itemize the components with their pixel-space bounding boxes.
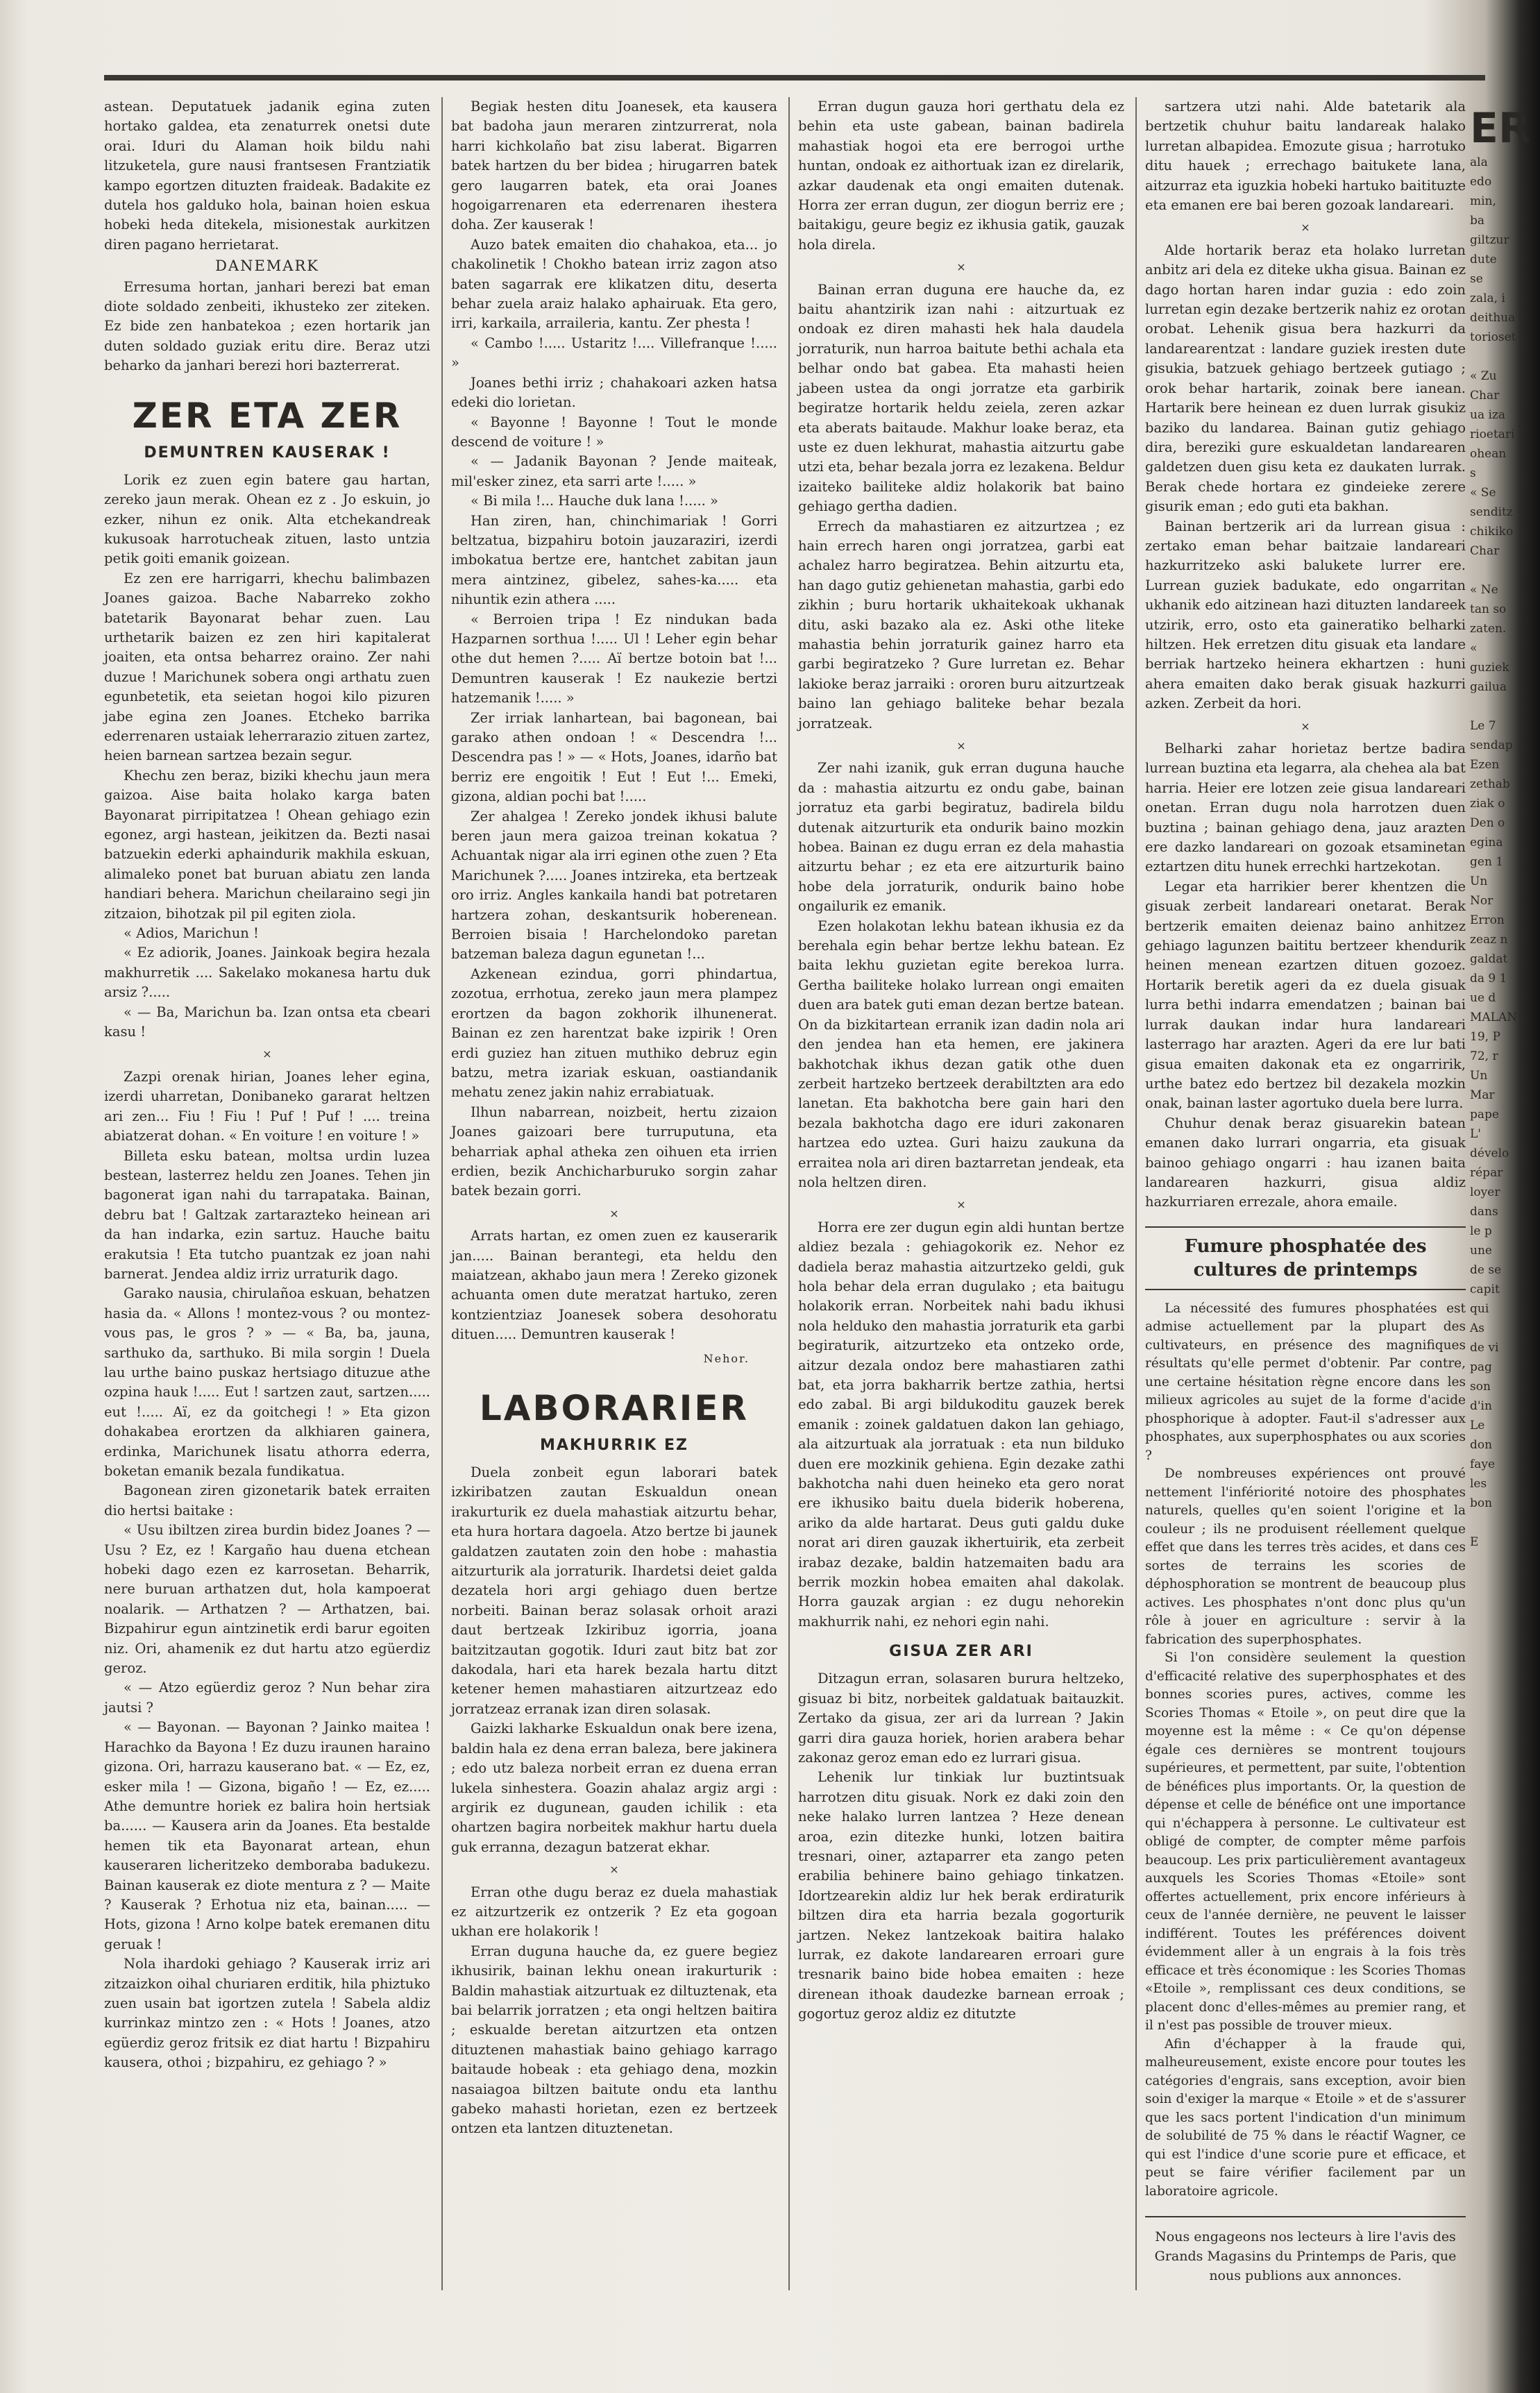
demuntren-kauserak-subtitle: DEMUNTREN KAUSERAK ! <box>144 443 391 462</box>
story-paragraph: Khechu zen beraz, biziki khechu jaun mera gaizoa. Aise baita holako karga baten Bayonarat pirripitatzea ! Ohean gehiago ezin egonez, argi hastean, jeikitzen da. Bezti nasai batzuekin ederki aphaindurik makhila eskuan, alimaleko ponet bat buruan abiatu zen landa handiari behera. Marichun cheilaraino segi jin zitzaion, bihotzak pil pil egiten ziola. <box>104 767 430 922</box>
column-separator <box>788 97 790 2290</box>
adjacent-page-line: zaten. <box>1470 622 1507 636</box>
story-paragraph: Han ziren, han, chinchimariak ! Gorri beltzatua, bizpahiru botoin jauzaraziri, izerdi imbokatua bertze ere, hantchet zabitan jaun mera aintzinez, gibelez, sahes-ka..... eta nihuntik ezin athera ..... <box>451 512 777 608</box>
article-paragraph: Zer nahi izanik, guk erran duguna hauche da : mahastia aitzurtu ez ondu gabe, bainan jorratuz eta garbi begiratuz, badirela bildu dutenak aitzurturik eta ondurik baino mozkin hobea. Bainan ez dugu erran ez dela mahastia aitzurtu behar ; ez eta ere aitzurturik baino hobe dela jorraturik, ondurik baino hobe ongailurik ez emanik. <box>798 760 1124 915</box>
adjacent-page-line: « Ne <box>1470 583 1498 597</box>
adjacent-page-line: Char <box>1470 544 1500 558</box>
adjacent-page-line: zethab <box>1470 777 1510 791</box>
section-divider: × <box>1301 719 1310 733</box>
adjacent-page-line: Un <box>1470 874 1488 888</box>
adjacent-page-line: de vi <box>1470 1341 1499 1355</box>
adjacent-page-line: « Zu <box>1470 369 1497 383</box>
adjacent-page-line: ziak o <box>1470 797 1505 811</box>
adjacent-page-line: ala edo <box>1470 155 1492 189</box>
story-paragraph: Garako nausia, chirulañoa eskuan, behatzen hasia da. « Allons ! montez-vous ? ou montez-vous pas, le gros ? » — « Ba, ba, jauna, sarthuko da, sarthuko. Bi mila sorgin ! Duela lau urthe baino puskaz hertsiago dituzue athe ozpina hauk !..... Eut ! sartzen zaut, sartzen..... eut !..... Aï, ez da goitchegi ! » Eta gizon dohakabea erortzen da alkhiaren gainera, erdinka, Marichunek lisatu athorra ederra, boketan emanik bezala fundikatua. <box>104 1285 430 1479</box>
adjacent-page-line: 72, r <box>1470 1049 1498 1063</box>
story-paragraph: Bagonean ziren gizonetarik batek erraiten dio hertsi baitake : <box>104 1482 430 1519</box>
story-paragraph: Azkenean ezindua, gorri phindartua, zozotua, errhotua, zereko jaun mera plampez erortzen da bagon zokhorik ilhunenerat. Bainan ez zen harentzat bake izpirik ! Oren erdi guziez han zituen muthiko debruz egin batzu, metra izariak eskuan, oastiandanik mehatu zenez jakin nahiz errabiatuak. <box>451 965 777 1101</box>
column-separator <box>441 97 443 2290</box>
story-paragraph: Zer irriak lanhartean, bai bagonean, bai garako athen ondoan ! « Descendra !... Descendra pas ! » — « Hots, Joanes, idarño bat berriz ere engoitik ! Eut ! Eut !... Emeki, gizona, aldian pochi bat !..... <box>451 709 777 805</box>
section-divider: × <box>262 1047 272 1061</box>
article-paragraph: Horra ere zer dugun egin aldi huntan bertze aldiez bezala : gehiagokorik ez. Nehor ez dadiela beraz mahastia aitzurtzeko geldi, guk hola behar dela erran dugulako ; eta baitugu holakorik erran. Norbeitek nahi badu ikhusi nola helduko den mahastia jorraturik eta garbi begiraturik, aitzurtzeko eta ontzeko orde, aitzur dezala ondoz bere mahastiaren zathi bat, eta jorra bakharrik bertze zathia, hertsi edo zabal. Bi argi bildukoditu gauzek berek emanik : zoinek galdatuen dakon lan gehiago, ala aitzurtuak ala jorratuak : eta nun bilduko duen ere mozkinik gehiena. Egin dezake zathi bakhotcha nahi duen heineko eta gero norat ere ikhusiko baitu duela biderik hoberena, ariko da alde hartarat. Deus guti galdu duke norat ari diren gauzak ikhertuirik, eta zerbeit irabaz dezake, baldin hatzemaiten badu ara berrik mozkin hobea emaiten ahal dakolak. Horra gauzak argian : ez dugu nehorekin makhurrik nahi, ez nehori egin nahi. <box>798 1219 1124 1630</box>
section-divider: × <box>609 1206 619 1220</box>
column-4 <box>1145 97 1466 2285</box>
adjacent-page-line: don <box>1470 1438 1493 1452</box>
story-paragraph: Auzo batek emaiten dio chahakoa, eta... jo chakolinetik ! Chokho batean irriz zagon atso baten sagarrak ere klikatzen ditu, deserta behar zuela araiz halako aphairuak. Eta gero, irri, karkaila, arraileria, kantu. Zer phesta ! <box>451 236 777 332</box>
section-divider: × <box>609 1863 619 1877</box>
article-paragraph: Erran othe dugu beraz ez duela mahastiak ez aitzurtzerik ez ontzerik ? Ez eta gogoan ukhan ere holakorik ! <box>451 1884 777 1940</box>
adjacent-page-line: gailua <box>1470 680 1507 694</box>
section-divider: × <box>1301 221 1310 235</box>
adjacent-page-line: Mar <box>1470 1088 1495 1102</box>
adjacent-page-line: deithua <box>1470 311 1516 325</box>
adjacent-page-line: min, ba <box>1470 194 1496 228</box>
story-paragraph: Billeta esku batean, moltsa urdin luzea bestean, lasterrez heldu zen Joanes. Tehen jin bagonerat igan nahi du tarrapataka. Bainan, debru bat ! Galtzak zartarazteko heinean ari da han indarka, ezin sartuz. Hauche baitu erakutsia ! Eta tutcho puantzak ez joan nahi barnerat. Jendea aldiz irriz urraturik dago. <box>104 1147 430 1282</box>
adjacent-page-line: ua iza <box>1470 408 1506 422</box>
ad-paragraph: La nécessité des fumures phosphatées est admise actuellement par la plupart des cultivateurs, en présence des magnifiques résultats qu'elle permet d'obtenir. Par contre, une certaine hésitation règne encore dans les milieux agricoles au sujet de la forme d'acide phosphorique à adopter. Faut-il s'adresser aux phosphates, aux superphosphates ou aux scories ? <box>1145 1301 1466 1463</box>
adjacent-page-line: chikiko <box>1470 525 1514 539</box>
adjacent-page-line: une <box>1470 1244 1492 1258</box>
adjacent-page-line: Nor <box>1470 894 1494 908</box>
story-paragraph: Lorik ez zuen egin batere gau hartan, zereko jaun merak. Ohean ez z . Jo eskuin, jo ezker, nihun ez onik. Alta etchekandreak kukusoak harrotucheak zituen, lasto untzia petik goiti emanik goizean. <box>104 471 430 567</box>
story-paragraph: Ilhun nabarrean, noizbeit, hertu zizaion Joanes gaizoari bere turruputuna, eta beharriak aphal atheka zen oihuen eta irrien erdien, bezik Anchicharburuko sorgin zahar batek bezain gorri. <box>451 1104 777 1199</box>
story-paragraph: « Bayonne ! Bayonne ! Tout le monde descend de voiture ! » <box>451 414 777 450</box>
adjacent-page-line: Erron <box>1470 913 1505 927</box>
adjacent-page-line: dute se <box>1470 253 1497 286</box>
story-paragraph: Zazpi orenak hirian, Joanes leher egina, izerdi uharretan, Donibaneko gararat heltzen ari zen... Fiu ! Fiu ! Puf ! Puf ! .... treina abiatzerat dohan. « En voiture ! en voiture ! » <box>104 1068 430 1144</box>
adjacent-page-line: Den o <box>1470 816 1505 830</box>
story-paragraph: « Cambo !..... Ustaritz !.... Villefranque !..... » <box>451 335 777 371</box>
adjacent-page-line: Ezen <box>1470 758 1500 772</box>
adjacent-page-line: tan so <box>1470 602 1507 616</box>
section-divider: × <box>956 260 966 274</box>
story-paragraph: « — Ba, Marichun ba. Izan ontsa eta cbeari kasu ! <box>104 1004 430 1040</box>
adjacent-page-line: loyer <box>1470 1185 1500 1199</box>
article-paragraph: Lehenik lur tinkiak lur buztintsuak harrotzen ditu gisuak. Nork ez daki zoin den neke halako lurren lantzea ? Heze denean aroa, ezin ditezke hunki, lotzen baitira tresnari, oiner, aztaparrer eta zango peten erabilia behinere baino gehiago tinkatzen. Idortzearekin aldiz lur hek berak erdiraturik biltzen dira eta harria bezala gogorturik jartzen. Nekez lantzekoak baitira halako lurrak, ez dakote landarearen erroari gure tresnarik baino bide hobea emaiten : heze direnean ithoak daudezke barnean erroak ; gogortuz geroz aldiz ez ditutzte <box>798 1769 1124 2022</box>
adjacent-page-line: Char <box>1470 389 1500 403</box>
danemark-paragraph: Erresuma hortan, janhari berezi bat eman diote soldado zenbeiti, ikhusteko zer ziteken. Ez bide zen hanbatekoa ; ezen hortarik jan duten soldado guziak eritu dire. Beraz utzi beharko da janhari berezi hori bazterrerat. <box>104 278 430 374</box>
adjacent-page-line: zeaz n <box>1470 933 1508 947</box>
story-paragraph: « — Jadanik Bayonan ? Jende maiteak, mil'esker zinez, eta sarri arte !..... » <box>451 453 777 489</box>
french-advertisement <box>1145 1300 1466 2201</box>
adjacent-page-line: pag <box>1470 1360 1492 1374</box>
adjacent-page-line: bon <box>1470 1496 1493 1510</box>
top-rule <box>104 75 1485 81</box>
article-paragraph: Chuhur denak beraz gisuarekin batean emanen dako lurrari ongarria, eta gisuak bainoo gehiago ongarri : hau izanen baita landarearen hazkurri, gisua aldiz hazkurriaren errezale, ahora emaile. <box>1145 1115 1466 1210</box>
adjacent-page-line: de se <box>1470 1263 1502 1277</box>
adjacent-page-line: d'in <box>1470 1399 1492 1413</box>
makhurrik-ez-subtitle: MAKHURRIK EZ <box>540 1437 688 1454</box>
laborarier-title: LABORARIER <box>479 1388 750 1428</box>
fumure-phosphatee-title: Fumure phosphatée des cultures de printemps <box>1145 1226 1466 1290</box>
adjacent-page-line <box>1470 347 1512 366</box>
adjacent-page-line: galdat <box>1470 952 1508 966</box>
ad-paragraph: De nombreuses expériences ont prouvé nettement l'infériorité notoire des phosphates naturels, quelles qu'en soient l'origine et la couleur ; ils ne produisent réellement quelque effet que dans les terres très acides, et dans ces sortes de terrains les scories de déphosphoration se montrent de beaucoup plus actives. Les phosphates n'ont donc plus qu'un rôle à jouer en agriculture : servir à la fabrication des superphosphates. <box>1145 1466 1466 1647</box>
adjacent-page-line: L' <box>1470 1127 1481 1141</box>
adjacent-page-line: torioset <box>1470 330 1516 344</box>
adjacent-page-line: gen 1 <box>1470 855 1504 869</box>
adjacent-page-line: rioetari <box>1470 428 1515 441</box>
article-paragraph: Duela zonbeit egun laborari batek izkiribatzen zautan Eskualdun onean irakurturik ez duela mahastiak aitzurtu behar, eta hura hortara dagoela. Atzo bertze bi jaunek galdatzen zautaten zoin den hobe : mahastia aitzurturik ala jorraturik. Ihardetsi deiet galda dezatela hori argi gehiago duen bertze norbeiti. Bainan beraz solasak orhoit arazi daut bertzeak Izkiribuz igorria, joana baitzitzautan gogotik. Iduri zaut bitz bat zor dakodala, hari eta harek bezala hartu ditzt ketener hemen mahastiaren aitzurtzeaz edo jorratzeaz erranak izan diren solasak. <box>451 1464 777 1717</box>
story-paragraph: « Adios, Marichun ! <box>124 925 259 942</box>
adjacent-page-line: répar <box>1470 1166 1503 1180</box>
article-paragraph: Belharki zahar horietaz bertze badira lurrean buztina eta legarra, ala chehea ala bat harria. Heier ere lotzen zeie gisua landareari onetan. Erran dugu nola harrotzen duen buztina ; bainan gehiago dena, jauz arazten ere dazko landareari on gozoak etsaminetan eztartzen ditu hunek errechki hartzekotan. <box>1145 741 1466 875</box>
adjacent-page-line: ohean s <box>1470 447 1507 480</box>
column-2 <box>451 97 777 2139</box>
column-3 <box>798 97 1124 2024</box>
adjacent-page-line: ue d <box>1470 991 1496 1005</box>
article-paragraph: Gaizki lakharke Eskualdun onak bere izena, baldin hala ez dena erran baleza, bere jakinera ; edo utz baleza norbeit erran ez duena erran lukela sinhestera. Goazin ahalaz argiz argi : argirik ez dugunean, gauden ichilik : eta ohartzen bagira norbeitek makhur hartu duela guk erranna, dezagun batzerat ekhar. <box>451 1720 777 1855</box>
adjacent-page-line: sendap <box>1470 738 1513 752</box>
adjacent-page-line <box>1470 697 1512 716</box>
gisua-zer-ari-heading: GISUA ZER ARI <box>889 1643 1033 1661</box>
section-divider: × <box>956 1198 966 1212</box>
article-paragraph: Legar eta harrikier berer khentzen die gisuak zerbeit landareari onetarat. Berak bertzerik emaiten deienaz baino anhitzez gehiago lagunzen baititu bertzeer khendurik heinen menean ezartzen dituen gozoez. Hortarik beretik ageri da ez duela gisuak lurra bethi indarra emendatzen ; bainan bai lurrak daukan indar hura landareari lasterrago har arazten. Ageri da ere lur bati gisua emaiten dakonak eta ez ongarririk, urthe batez edo bertzez bil dezakela mozkin onak, bainan laster agortuko duela bere lurra. <box>1145 878 1466 1112</box>
adjacent-page-line: senditz <box>1470 505 1513 519</box>
printemps-notice: Nous engageons nos lecteurs à lire l'avis des Grands Magasins du Printemps de Paris, que nous publions aux annonces. <box>1145 2216 1466 2285</box>
story-paragraph: Nola ihardoki gehiago ? Kauserak irriz ari zitzaizkon oihal churiaren erditik, hila phiztuko zuen usain bat igortzen zutela ! Sabela aldiz kurrinkaz mintzo zen : « Hots ! Joanes, atzo egüerdiz geroz fritsik ez diat hartu ! Bizpahiru kausera, othoi ; bizpahiru, ez gehiago ? » <box>104 1956 430 2071</box>
article-paragraph: sartzera utzi nahi. Alde batetarik ala bertzetik chuhur baitu landareak halako lurretan albapidea. Emozute gisua ; harrotuko ditu hauek ; errechago baitukete lana, aitzurraz eta iguzkia hobeki hartuko baitituzte eta emanen ere bai beren gozoak landareari. <box>1145 99 1466 214</box>
adjacent-page-line: faye <box>1470 1457 1496 1471</box>
ad-paragraph: Si l'on considère seulement la question d'efficacité relative des superphosphates et des bonnes scories pures, actives, comme les Scories Thomas « Etoile », on peut dire que la moyenne est la même : « Ce qu'on dépense égale ces dernières se montrent toujours supérieures, et permettent, par suite, l'obtention de bénéfices plus importants. Or, la question de dépense et celle de bénéfice ont une importance qui n'échappera à personne. Le cultivateur est obligé de compter, de compter même parfois beaucoup. Les prix particulièrement avantageux auxquels les Scories Thomas «Etoile» sont offertes actuellement, prix encore inférieurs à ceux de l'année dernière, ne peuvent le laisser indifférent. Toutes les préférences doivent évidemment aller à un engrais à la fois très efficace et très économique : les Scories Thomas «Etoile », remplissant ces deux conditions, se placent donc d'elles-mêmes au premier rang, et il n'est pas possible de trouver mieux. <box>1145 1650 1466 2033</box>
story-paragraph: Joanes bethi irriz ; chahakoari azken hatsa edeki dio lorietan. <box>451 374 777 411</box>
intro-paragraph: astean. Deputatuek jadanik egina zuten hortako galdea, eta zenaturrek onetsi dute orai. Iduri du Alaman hoik bildu nahi litzuketela, gure nausi frantsesen Frantziatik kampo egortzen dituzten fraideak. Badakite ez dutela hos galduko hola, bainan hoien eskua hobeki heda ditekela, misionestak aurkitzen diren pagano herrietarat. <box>104 99 430 253</box>
adjacent-page-line: pape <box>1470 1108 1499 1122</box>
adjacent-page-line: da 9 1 <box>1470 972 1507 986</box>
adjacent-page-line: Le 7 <box>1470 719 1496 733</box>
article-paragraph: Ezen holakotan lekhu batean ikhusia ez da berehala egin behar bertze lekhu batean. Ez baita lekhu guzietan egite berekoa lurra. Gertha bailiteke holako lurrean ongi emaiten duen ara batek guti eman dezan bertze batean. On da bizkitartean erranik izan dadin nola ari den jendea han eta hemen, ere jakinera bakhotchak ikhus dezan gatik othe duen zerbeit hartzeko bertzeek derabiltzten ara edo lanetan. Eta bakhotcha bere gain hari den bezala bakhotcha dago ere iduri zakonaren hartzea edo uztea. Guri haizu zaukuna da erraitea nola ari diren baztarretan jendeak, eta nola heltzen diren. <box>798 918 1124 1190</box>
adjacent-page-line: qui <box>1470 1302 1489 1316</box>
article-paragraph: Alde hortarik beraz eta holako lurretan anbitz ari dela ez diteke ukha gisua. Bainan ez dago hortan haren indar guzia : edo zoin lurretan egin dezake bertzerik nahiz ez orotan orobat. Lehenik gisua bera hazkurri da landarearentzat : landare guziek iresten dute gisukia, batzuek gehiago bertzeek gutiago ; orok behar hartarik, zoinak bere ianean. Hartarik bere heinean ez duen lurrak gisukiz baziko du landarea. Bainan gutiz gehiago dira, bereziki gure eskualdetan landarearen galdetzen duen gisu keta ez daukaten lurrak. Berak chede hortara ez gindeieke zerere gisurik eman ; edo guti eta bakhan. <box>1145 242 1466 515</box>
adjacent-page-line: « guziek <box>1470 641 1509 675</box>
story-paragraph: « — Bayonan. — Bayonan ? Jainko maitea ! Harachko da Bayona ! Ez duzu iraunen haraino gizona. Ori, harrazu kauserano bat. « — Ez, ez, esker mila ! — Gizona, bigaño ! — Ez, ez..... Athe demuntre horiek ez balira hoin hertsiak ba...... — Kausera arin da Joanes. Eta bestalde hemen tik eta Bayonarat artean, ehun kauseraren licheritzeko demboraba badukezu. Bainan kauserak ez diote mentura z ? — Maite ? Kauserak ? Erhotua niz eta, bainan..... — Hots, gizona ! Arno kolpe batek eremanen ditu geruak ! <box>104 1719 430 1952</box>
adjacent-page-line: giltzur <box>1470 233 1509 247</box>
adjacent-page-line <box>1470 1513 1512 1532</box>
adjacent-page-line: dans <box>1470 1205 1498 1219</box>
story-paragraph: « Berroien tripa ! Ez nindukan bada Hazparnen sorthua !..... Ul ! Leher egin behar othe dut hemen ?..... Aï bertze botoin bat !... Demuntren kauserak ! Ez naukezie bertzi hatzemanik !..... » <box>451 611 777 707</box>
adjacent-page-line: E <box>1470 1535 1479 1549</box>
adjacent-page-line: MALAN <box>1470 1011 1518 1024</box>
danemark-heading: DANEMARK <box>215 257 319 275</box>
adjacent-page-line: son <box>1470 1380 1491 1394</box>
section-divider: × <box>956 739 966 752</box>
adjacent-page-text <box>1470 153 1518 1552</box>
ad-paragraph: Afin d'échapper à la fraude qui, malheureusement, existe encore pour toutes les catégories d'engrais, sans exception, avoir bien soin d'exiger la marque « Etoile » et de s'assurer que les sacs portent l'indication d'un minimum de solubilité de 75 % dans le réactif Wagner, ce qui est l'indice d'une scorie pure et efficace, et peut se faire vérifier facilement par un laboratoire agricole. <box>1145 2036 1466 2199</box>
article-paragraph: Erran duguna hauche da, ez guere begiez ikhusirik, bainan lekhu onean irakurturik : Baldin mahastiak aitzurtuak ez diltuztenak, eta bai belarrik jorratzen ; eta ongi heltzen baitira ; eskualde beretan aitzurtzen eta ontzen dituztenen mahastiak baino gehiago karrago baitaude hobeak : eta gehiago dena, mozkin nasaiagoa biltzen baitute ondu eta lanthu gabeko mahasti horietan, ezen ez bertzeek ontzen eta lantzen dituztenetan. <box>451 1943 777 2137</box>
story-paragraph: Begiak hesten ditu Joanesek, eta kausera bat badoha jaun meraren zintzurrerat, nola harri kichkolaño bat zisu laberat. Bigarren batek hartzen du ber bidea ; hirugarren batek gero laugarren batek, eta orai Joanes hogoigarrenaren eta ederrenaren ihestera doha. Zer kauserak ! <box>451 99 777 233</box>
story-paragraph: Zer ahalgea ! Zereko jondek ikhusi balute beren jaun mera gaizoa treinan kokatua ? Achuantak nigar ala irri eginen othe zuen ? Eta Marichunek ?..... Joanes intzireka, eta bertzeak oro irriz. Angles kankaila handi bat potretaren hartzera zohan, deskantsurik hoberenean. Berroien bisaia ! Harchelondoko paretan batzeman baleza dagun egunetan !... <box>451 808 777 963</box>
article-paragraph: Ditzagun erran, solasaren burura heltzeko, gisuaz bi bitz, norbeitek galdatuak baitauzkit. Zertako da gisua, zer ari da lurrean ? Jakin garri dira gauza horiek, horien arabera behar zakonaz geroz eman edo ez lurrari gisua. <box>798 1671 1124 1766</box>
column-1 <box>104 97 430 2073</box>
adjacent-page-line: As <box>1470 1321 1485 1335</box>
story-paragraph: Ez zen ere harrigarri, khechu balimbazen Joanes gaizoa. Bache Nabarreko zokho batetarik Bayonarat behar zuen. Lau urthetarik baizen ez zen hiri kapitalerat joaiten, eta ontsa beharrez oraino. Zer nahi duzue ! Marichunek sobera ongi arthatu zuen egunbetetik, eta seietan hogoi kilo pizuren jabe egina zen Joanes. Etcheko barrika ederrenaren ustaiak leherrarazio zituen zartez, heien barnean sartzea bezain segur. <box>104 570 430 764</box>
story-paragraph: Arrats hartan, ez omen zuen ez kauserarik jan..... Bainan berantegi, eta heldu den maiatzean, akhabo jaun mera ! Zereko gizonek achuanta omen dute meratzat hartuko, zeren kontzientziaz Joanesek sobera desohoratu dituen..... Demuntren kauserak ! <box>451 1228 777 1343</box>
story-paragraph: « Bi mila !... Hauche duk lana !..... » <box>471 493 718 509</box>
article-paragraph: Bainan erran duguna ere hauche da, ez baitu ahantzirik izan nahi : aitzurtuak ez ondoak ez diren mahasti hek hala daudela jorraturik, nun harroa baitute bethi achala eta belhar ondo bat gabea. Eta mahasti heien jabeen ustea da ongi jorratze eta garbirik begiratze hortarik heldu zeiela, zeren azkar eta aberats baitaude. Makhur loake beraz, eta uste ez duen lekhurat, mahastia aitzurtu gabe utzi eta, behar bezala jorra ez lezakena. Beldur izaiteko bailiteke aldiz holakorik bat baino gehiago gertha dadien. <box>798 281 1124 515</box>
adjacent-page-line: dévelo <box>1470 1147 1509 1160</box>
zer-eta-zer-title: ZER ETA ZER <box>132 395 403 436</box>
adjacent-page-line: les <box>1470 1477 1487 1491</box>
adjacent-page-line <box>1470 561 1512 580</box>
article-paragraph: Errech da mahastiaren ez aitzurtzea ; ez hain errech haren ongi jorratzea, garbi eat achalez harro begiratzea. Behin aitzurtu eta, han dago gutiz gehienetan mahastia, garbi edo zikhin ; buru hortarik ukhaitekoak ukhanak ditu, aski bazako ala ez. Aski othe liteke mahastia behin jorraturik gainez harro eta garbi begiratzeko ? Gure lurretan ez. Behar lakioke beraz jarraiki : ororen buru aitzurtzeak baino lan gehiago baliteke behar bezala jorratzeak. <box>798 518 1124 732</box>
article-paragraph: Bainan bertzerik ari da lurrean gisua : zertako eman behar baitzaie landareari hazkurritzeko aski balukete lurrer ere. Lurrean guziek badukate, edo ongarritan ukhanik edo aitzinean hazi dituzten landareek utzirik, erro, osto eta gaineratiko belharki hiltzen. Hek erretzen ditu gisuak eta landare berriak hartzeko heinera ekhartzen : huni ahera emaiten dako berak gisuak hazkurri azken. Zerbeit da hori. <box>1145 518 1466 712</box>
article-paragraph: Erran dugun gauza hori gerthatu dela ez behin eta uste gabean, bainan badirela mahastiak hogoi eta ere berrogoi urthe huntan, ondoak ez aithortuak izan ez direlarik, azkar daudenak eta ongi emaiten dutenak. Horra zer erran dugun, zer diogun berriz ere ; baitakigu, geure begiz ez ikhusia gatik, gauzak hola direla. <box>798 99 1124 253</box>
adjacent-page-line: Un <box>1470 1069 1488 1083</box>
adjacent-page-line: 19, P <box>1470 1030 1500 1044</box>
adjacent-page-line: zala, i <box>1470 291 1505 305</box>
adjacent-page-line: « Se <box>1470 486 1496 500</box>
adjacent-page-heading: ER <box>1470 104 1531 153</box>
story-paragraph: « Ez adiorik, Joanes. Jainkoak begira hezala makhurretik .... Sakelako mokanesa hartu duk arsiz ?..... <box>104 945 430 1001</box>
adjacent-page-edge <box>1470 104 1531 1552</box>
story-paragraph: « Usu ibiltzen zirea burdin bidez Joanes ? — Usu ? Ez, ez ! Kargaño hau duena etchean hobeki dago ezen ez karrosetan. Beharrik, nere buruan arthatzen dut, hola kampoerat noalarik. — Arthatzen ? — Arthatzen, bai. Bizpahirur egun aintzinetik erdi barur egoiten niz. Ori, ahamenik ez dut hartu atzo egüerdiz geroz. <box>104 1522 430 1677</box>
story-paragraph: « — Atzo egüerdiz geroz ? Nun behar zira jautsi ? <box>104 1680 430 1716</box>
adjacent-page-line: Le <box>1470 1419 1485 1432</box>
author-signature: Nehor. <box>703 1351 750 1365</box>
adjacent-page-line: egina <box>1470 836 1503 849</box>
adjacent-page-line: capit <box>1470 1283 1500 1296</box>
column-separator <box>1135 97 1137 2290</box>
adjacent-page-line: le p <box>1470 1224 1492 1238</box>
